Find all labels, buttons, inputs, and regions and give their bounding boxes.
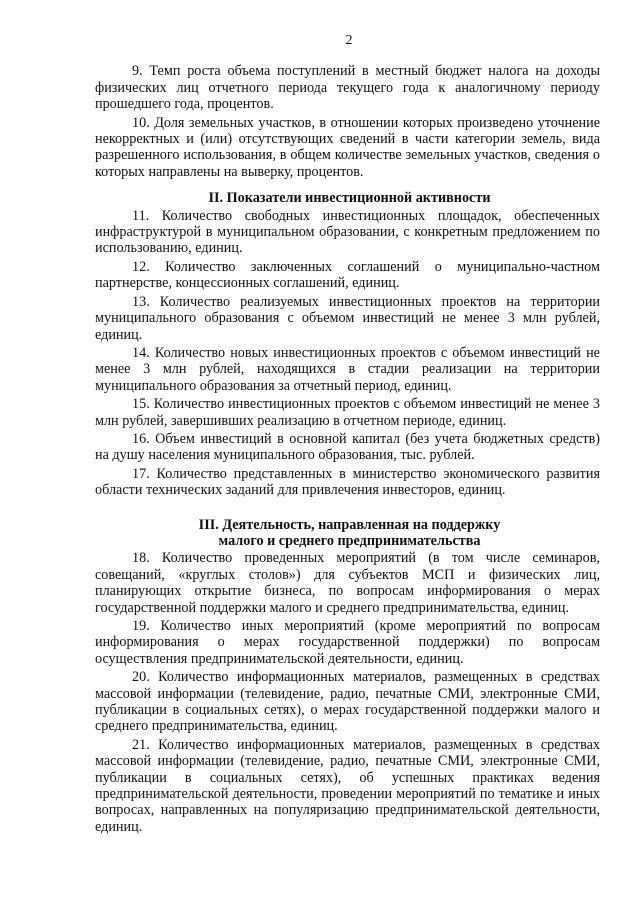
item-14: 14. Количество новых инвестиционных проектов с объемом инвестиций не менее 3 млн рублей, находящихся в стадии реализации на территории муниципального образования за отчетный период, единиц. [95,344,600,394]
item-17: 17. Количество представленных в министерство экономического развития области технических заданий для привлечения инвесторов, единиц. [95,465,600,499]
section-3-heading-line-2: малого и среднего предпринимательства [218,532,481,549]
item-10: 10. Доля земельных участков, в отношении которых произведено уточнение некорректных и (или) отсутствующих сведений в части категории земель, вида разрешенного использования, в общем количестве земельных участков, сведения о которых направлены на выверку, процентов. [95,114,600,180]
section-3-heading-line-1: III. Деятельность, направленная на поддержку [198,516,501,533]
item-11: 11. Количество свободных инвестиционных площадок, обеспеченных инфраструктурой в муниципальном образовании, с конкретным предложением по использованию, единиц. [95,207,600,257]
page-number: 2 [345,33,353,48]
item-9: 9. Темп роста объема поступлений в местный бюджет налога на доходы физических лиц отчетного периода текущего года к аналогичному периоду прошедшего года, процентов. [95,63,600,113]
item-19: 19. Количество иных мероприятий (кроме мероприятий по вопросам информирования о мерах государственной поддержки) по вопросам осуществления предпринимательской деятельности, единиц. [95,618,600,667]
item-16: 16. Объем инвестиций в основной капитал (без учета бюджетных средств) на душу населения муниципального образования, тыс. рублей. [95,430,600,464]
item-20: 20. Количество информационных материалов, размещенных в средствах массовой информации (телевидение, радио, печатные СМИ, электронные СМИ, публикации в социальных сетях), о мерах государственной поддержки малого и среднего предпринимательства, единиц. [95,669,600,735]
item-15: 15. Количество инвестиционных проектов с объемом инвестиций не менее 3 млн рублей, завершивших реализацию в отчетном периоде, единиц. [95,396,600,429]
item-21: 21. Количество информационных материалов, размещенных в средствах массовой информации (телевидение, радио, печатные СМИ, электронные СМИ, публикации в социальных сетях), об успешных практиках ведения предпринимательской деятельности, проведении мероприятий по тематике и иных вопросах, направленных на популяризацию предпринимательской деятельности, единиц. [95,736,600,835]
item-13: 13. Количество реализуемых инвестиционных проектов на территории муниципального образования с объемом инвестиций не менее 3 млн рублей, единиц. [95,293,600,343]
document-page [95,33,600,837]
section-3-heading [95,517,600,550]
section-2-heading: II. Показатели инвестиционной активности [208,190,491,207]
item-18: 18. Количество проведенных мероприятий (в том числе семинаров, совещаний, «круглых столов») для субъектов МСП и физических лиц, планирующих открытие бизнеса, по вопросам информирования о мерах государственной поддержки малого и среднего предпринимательства, единиц. [95,550,600,616]
item-12: 12. Количество заключенных соглашений о муниципально-частном партнерстве, концессионных соглашений, единиц. [95,258,600,292]
